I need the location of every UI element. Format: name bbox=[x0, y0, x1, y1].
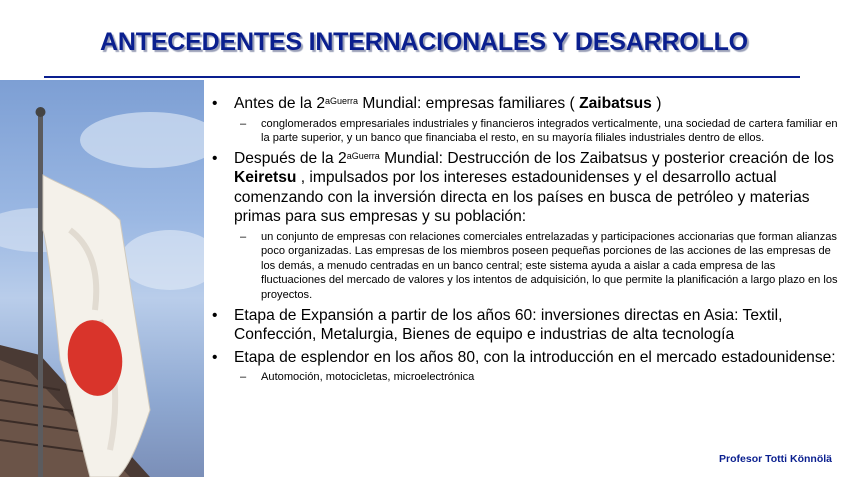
bullet-marker: • bbox=[212, 306, 218, 324]
bullet-item bbox=[212, 306, 842, 345]
superscript: a bbox=[325, 96, 331, 106]
bullet-text: ) bbox=[651, 95, 662, 112]
slide-body bbox=[212, 94, 842, 388]
sub-bullet-text: Automoción, motocicletas, microelectrónica bbox=[261, 371, 475, 384]
sub-bullet-text: un conjunto de empresas con relaciones comerciales entrelazadas y participaciones accionarias que forman alianzas poco organizadas. Las empresas de los miembros poseen pequeñas porciones de las acciones de las empresas de los demás, a menudo centradas en un banco central; este sistema ayuda a aislar a cada empresa de las fluctuaciones del mercado de valores y los intentos de adquisición, lo que permite la planificación a largo plazo en los proyectos. bbox=[261, 230, 838, 302]
superscript: Guerra bbox=[351, 150, 380, 161]
bold-term: Zaibatsus bbox=[579, 95, 652, 112]
dash-marker: – bbox=[240, 371, 247, 384]
bullet-marker: • bbox=[212, 95, 218, 112]
bullet-item bbox=[212, 348, 842, 368]
presenter-credit: Profesor Totti Könnölä bbox=[719, 453, 832, 465]
bullet-text: Etapa de esplendor en los años 80, con la introducción en el mercado estadounidense: bbox=[234, 348, 836, 366]
sub-bullet-text: conglomerados empresariales industriales y financieros integrados verticalmente, una sociedad de cartera familiar en la parte superior, y un banco que financiaba el resto, en su mayoría filiales industriales dentro de ellos. bbox=[261, 117, 838, 145]
flag-photo bbox=[0, 80, 204, 477]
bullet-item bbox=[212, 149, 842, 227]
bold-term: Keiretsu bbox=[234, 169, 297, 187]
dash-marker: – bbox=[240, 117, 247, 130]
japan-flag-illustration bbox=[0, 80, 204, 477]
bullet-text: Después de la 2 bbox=[234, 149, 347, 167]
bullet-marker: • bbox=[212, 149, 218, 167]
sub-bullet-item bbox=[212, 230, 842, 303]
title-divider bbox=[44, 76, 800, 78]
superscript: a bbox=[346, 150, 352, 161]
superscript: Guerra bbox=[330, 96, 359, 106]
bullet-text: Mundial: empresas familiares ( bbox=[358, 95, 580, 112]
bullet-text: , impulsados por los intereses estadounidenses y el desarrollo actual comenzando con la inversión directa en los países en busca de petróleo y materias primas para sus empresas y su población: bbox=[234, 169, 810, 226]
dash-marker: – bbox=[240, 230, 247, 243]
bullet-text: Antes de la 2 bbox=[234, 95, 326, 112]
bullet-text: Mundial: Destrucción de los Zaibatsus y posterior creación de los bbox=[379, 149, 834, 167]
slide-title: ANTECEDENTES INTERNACIONALES Y DESARROLLO bbox=[100, 28, 748, 56]
bullet-item bbox=[212, 94, 842, 114]
bullet-text: Etapa de Expansión a partir de los años 60: inversiones directas en Asia: Textil, Confección, Metalurgia, Bienes de equipo e industrias de alta tecnología bbox=[234, 306, 783, 344]
sub-bullet-item bbox=[212, 370, 842, 385]
sub-bullet-item bbox=[212, 117, 842, 146]
bullet-marker: • bbox=[212, 348, 218, 366]
